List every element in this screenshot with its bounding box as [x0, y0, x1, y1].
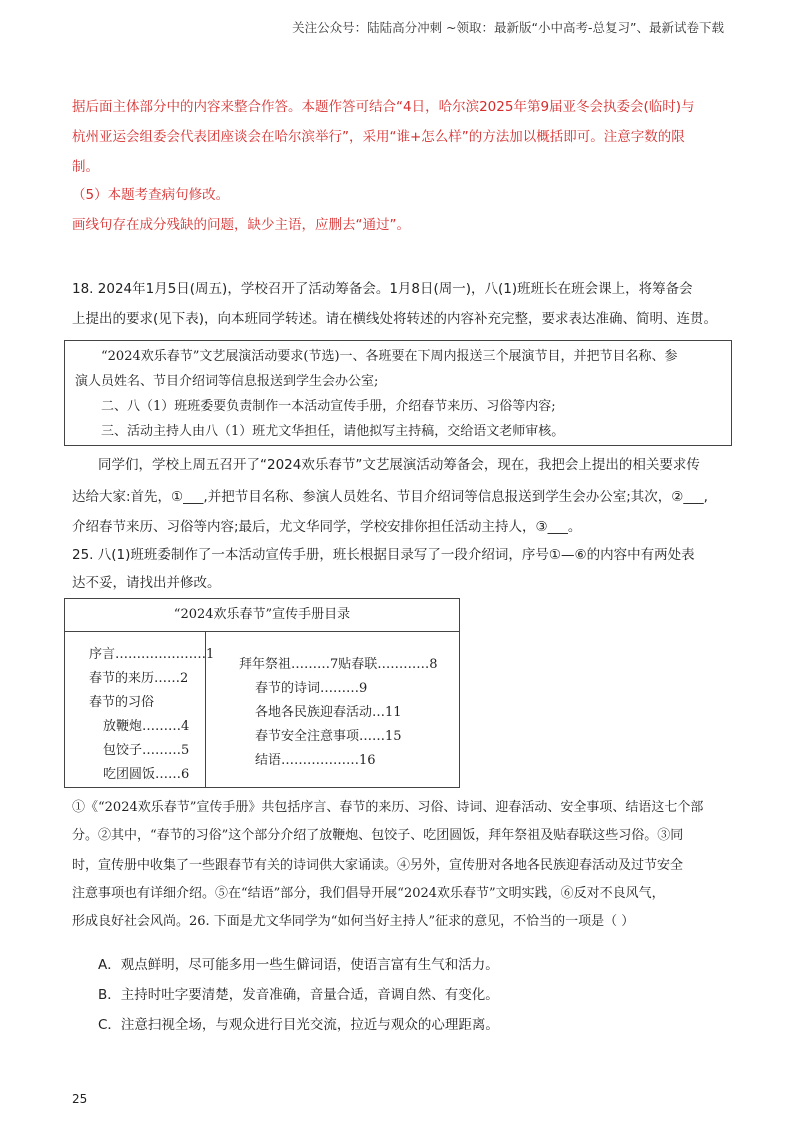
q25-para-3: 时，宣传册中收集了一些跟春节有关的诗词供大家诵读。④另外，宣传册对各地各民族迎春活动及过节安全: [72, 858, 684, 873]
page-header: 关注公众号：陆陆高分冲刺 ~领取：最新版“小中高考-总复习”、最新试卷下载: [292, 20, 724, 35]
toc-item: 各地各民族迎春活动…11: [255, 705, 402, 720]
brochure-table-of-contents: [64, 598, 460, 788]
q25-para-1: ①《“2024欢乐春节”宣传手册》共包括序言、春节的来历、习俗、诗词、迎春活动、安全事项、结语这七个部: [72, 800, 704, 815]
toc-title: “2024欢乐春节”宣传手册目录: [65, 599, 459, 632]
toc-item: 结语………………16: [255, 753, 376, 768]
q26-option-b: B．主持时吐字要清楚，发音准确，音量合适，音调自然、有变化。: [98, 987, 499, 1003]
answer-line-1: 据后面主体部分中的内容来整合作答。本题作答可结合“4日，哈尔滨2025年第9届亚冬会执委会(临时)与: [72, 99, 695, 115]
q26-option-c: C．注意扫视全场，与观众进行目光交流，拉近与观众的心理距离。: [98, 1017, 499, 1033]
toc-item: 春节的习俗: [89, 695, 155, 710]
q25-para-2: 分。②其中，“春节的习俗”这个部分介绍了放鞭炮、包饺子、吃团圆饭，拜年祭祖及贴春联这些习俗。③同: [72, 828, 684, 843]
q26-option-a: A．观点鲜明，尽可能多用一些生僻词语，使语言富有生气和活力。: [98, 957, 499, 973]
box-line-4: 三、活动主持人由八（1）班尤文华担任，请他拟写主持稿，交给语文老师审核。: [101, 424, 565, 439]
toc-item: 包饺子………5: [103, 743, 190, 758]
box-line-1: “2024欢乐春节”文艺展演活动要求(节选)一、各班要在下周内报送三个展演节目，并把节目名称、参: [101, 349, 678, 364]
q18-para-3: 介绍春节来历、习俗等内容;最后，尤文华同学，学校安排你担任活动主持人，③___。: [72, 519, 582, 535]
toc-item: 春节的诗词………9: [255, 681, 368, 696]
toc-left-column: [65, 631, 215, 787]
box-line-2: 演人员姓名、节目介绍词等信息报送到学生会办公室;: [75, 374, 379, 389]
q25-line-2: 达不妥，请找出并修改。: [72, 575, 221, 591]
toc-item: 春节安全注意事项……15: [255, 729, 402, 744]
answer-line-5: 画线句存在成分残缺的问题，缺少主语，应删去“通过”。: [72, 217, 410, 233]
q18-line-2: 上提出的要求(见下表)，向本班同学转述。请在横线处将转述的内容补充完整，要求表达准确、简明、连贯。: [72, 311, 718, 327]
page-number: 25: [72, 1092, 88, 1106]
q25-line-1: 25. 八(1)班班委制作了一本活动宣传手册，班长根据目录写了一段介绍词，序号①—⑥的内容中有两处表: [72, 547, 695, 563]
answer-line-2: 杭州亚运会组委会代表团座谈会在哈尔滨举行”，采用“谁+怎么样”的方法加以概括即可。注意字数的限: [72, 129, 685, 145]
toc-item: 吃团圆饭……6: [103, 767, 190, 782]
q18-para-2: 达给大家:首先，①___,并把节目名称、参演人员姓名、节目介绍词等信息报送到学生会办公室;其次，②___,: [72, 489, 708, 505]
answer-line-4: （5）本题考查病句修改。: [72, 187, 230, 203]
toc-item: 序言…………………1: [89, 647, 215, 662]
q18-para-1: 同学们，学校上周五召开了“2024欢乐春节”文艺展演活动筹备会，现在，我把会上提出的相关要求传: [98, 457, 700, 473]
q18-requirements-box: [64, 340, 732, 446]
toc-right-column: [205, 631, 459, 787]
q25-para-5: 形成良好社会风尚。26. 下面是尤文华同学为“如何当好主持人”征求的意见，不恰当的一项是（ ）: [72, 914, 635, 929]
toc-item: 放鞭炮………4: [103, 719, 190, 734]
box-line-3: 二、八（1）班班委要负责制作一本活动宣传手册，介绍春节来历、习俗等内容;: [101, 399, 556, 414]
q18-line-1: 18. 2024年1月5日(周五)，学校召开了活动筹备会。1月8日(周一)，八(1)班班长在班会课上，将筹备会: [72, 281, 693, 297]
answer-line-3: 制。: [72, 159, 99, 175]
toc-item: 拜年祭祖………7贴春联…………8: [239, 657, 438, 672]
q25-para-4: 注意事项也有详细介绍。⑤在“结语”部分，我们倡导开展“2024欢乐春节”文明实践，⑥反对不良风气，: [72, 886, 665, 901]
toc-item: 春节的来历……2: [89, 671, 189, 686]
